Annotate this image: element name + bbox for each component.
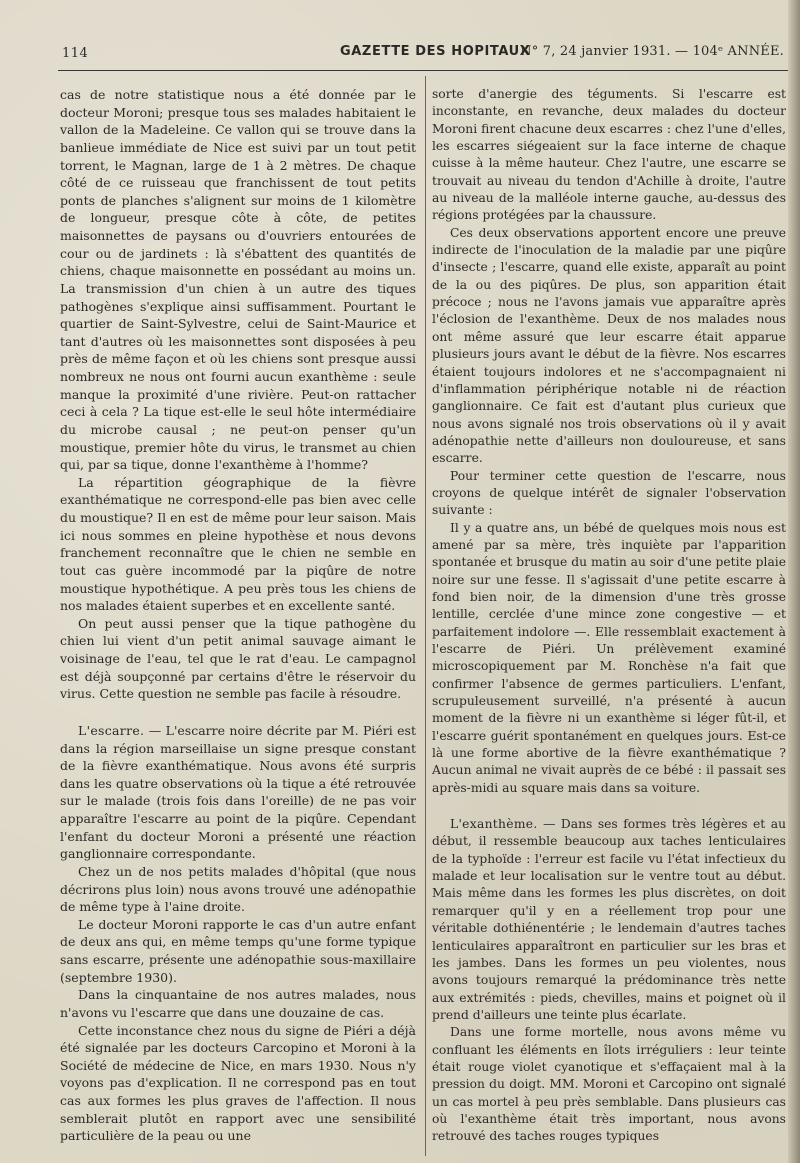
paragraph: Chez un de nos petits malades d'hôpital (que nous décrirons plus loin) nous avons trouvé une adénopathie de même type à l'aine droite. [60,863,416,915]
paragraph: Dans une forme mortelle, nous avons même vu confluant les éléments en îlots irréguliers : leur teinte était rouge violet cyanotique et s'effaçaient mal à la pression du doigt. MM. Moroni et Carcopino ont signalé un cas mortel à peu près semblable. Dans plusieurs cas où l'exanthème était très important, nous avons retrouvé des taches rouges typiques [432,1025,786,1144]
paragraph: On peut aussi penser que la tique pathogène du chien lui vient d'un petit animal sauvage aimant le voisinage de l'eau, tel que le rat d'eau. Le campagnol est déjà soupçonné par certains d'être le réservoir du virus. Cette question ne semble pas facile à résoudre. [60,615,416,702]
page-edge-shadow [788,0,800,1163]
paragraph: Dans la cinquantaine de nos autres malades, nous n'avons vu l'escarre que dans une douzaine de cas. [60,987,416,1020]
section-title: L'escarre. [78,722,145,738]
paragraph: Il y a quatre ans, un bébé de quelques mois nous est amené par sa mère, très inquiète par l'apparition spontanée et brusque du matin au soir d'une petite plaie noire sur une fesse. Il s'agissait d'une petite escarre à fond bien noir, de la dimension d'une très grosse lentille, cerclée d'une mince zone congestive — et parfaitement indolore —. Elle ressemblait exactement à l'escarre de Piéri. Un prélèvement examiné microscopiquement par M. Ronchèse n'a fait que confirmer l'absence de germes particuliers. L'enfant, scrupuleusement surveillé, n'a présenté à aucun moment de la fièvre ni un exanthème si léger fût-il, et l'escarre guérit spontanément en quelques jours. Est-ce là une forme abortive de la fièvre exanthématique ? Aucun animal ne vivait auprès de ce bébé : il passait ses après-midi au square mais dans sa voiture. [432,520,787,795]
paragraph: Le docteur Moroni rapporte le cas d'un autre enfant de deux ans qui, en même temps qu'une forme typique sans escarre, présente une adénopathie sous-maxillaire (septembre 1930). [60,916,416,985]
section-title: L'exanthème. [450,817,538,832]
section-paragraph [60,722,416,863]
paragraph: Cette inconstance chez nous du signe de Piéri a déjà été signalée par les docteurs Carcopino et Moroni à la Société de médecine de Nice, en mars 1930. Nous n'y voyons pas d'explication. Il ne correspond pas en tout cas aux formes les plus graves de l'affection. Il nous semblerait plutôt en rapport avec une sensibilité particulière de la peau ou une [60,1022,416,1144]
paragraph: La répartition géographique de la fièvre exanthématique ne correspond-elle pas bien avec celle du moustique? Il en est de même pour leur saison. Mais ici nous sommes en pleine hypothèse et nous devons franchement reconnaître que le chien ne semble en tout cas guère incommodé par la piqûre de notre moustique hypothétique. A peu près tous les chiens de nos malades étaient superbes et en excellente santé. [60,474,416,614]
page-number: 114 [62,46,89,61]
journal-title: GAZETTE DES HOPITAUX [340,44,531,59]
paragraph: Pour terminer cette question de l'escarre, nous croyons de quelque intérêt de signaler l'observation suivante : [432,468,786,518]
section-text: — Dans ses formes très légères et au début, il ressemble beaucoup aux taches lenticulaires de la typhoïde : l'erreur est facile vu l'état infectieux du malade et leur localisation sur le ventre tout au début. Mais même dans les formes les plus discrètes, on doit remarquer qu'il y en a réellement trop pour une véritable dothiénentérie ; le lendemain d'autres taches lenticulaires apparaîtront en particulier sur les bras et les jambes. Dans les formes un peu violentes, nous avons toujours remarqué la prédominance très nette aux extrémités : pieds, chevilles, mains et poignet où il prend d'ailleurs une teinte plus écarlate. [432,817,786,1022]
paragraph: sorte d'anergie des téguments. Si l'escarre est inconstante, en revanche, deux malades du docteur Moroni firent chacune deux escarres : chez l'une d'elles, les escarres siégeaient sur la face interne de chaque cuisse à la même hauteur. Chez l'autre, une escarre se trouvait au niveau du tendon d'Achille à droite, l'autre au niveau de la malléole interne gauche, au-dessus des régions protégées par la chaussure. [432,87,786,223]
left-column [60,86,416,1145]
right-column [432,86,786,1146]
page-header [62,40,784,66]
paragraph: cas de notre statistique nous a été donnée par le docteur Moroni; presque tous ses malades habitaient le vallon de la Madeleine. Ce vallon qui se trouve dans la banlieue immédiate de Nice est suivi par un tout petit torrent, le Magnan, large de 1 à 2 mètres. De chaque côté de ce ruisseau que franchissent de tout petits ponts de planches s'alignent sur moins de 1 kilomètre de longueur, presque côte à côte, de petites maisonnettes de paysans ou d'ouvriers entourées de cour ou de jardinets : là s'ébattent des quantités de chiens, chaque maisonnette en possédant au moins un. La transmission d'un chien à un autre des tiques pathogènes s'explique ainsi suffisamment. Pourtant le quartier de Saint-Sylvestre, celui de Saint-Maurice et tant d'autres où les maisonnettes sont disposées à peu près de même façon et où les chiens sont presque aussi nombreux ne nous ont fourni aucun exanthème : seule manque la proximité d'une rivière. Peut-on rattacher ceci à cela ? La tique est-elle le seul hôte intermédiaire du microbe causal ; ne peut-on penser qu'un moustique, premier hôte du virus, le transmet au chien qui, par sa tique, donne l'exanthème à l'homme? [60,87,416,473]
section-paragraph [432,816,786,1024]
section-text: — L'escarre noire décrite par M. Piéri est dans la région marseillaise un signe presque constant de la fièvre exanthématique. Nous avons été surpris dans les quatre observations où la tique a été retrouvée sur le malade (trois fois dans l'oreille) de ne pas voir apparaître l'escarre au point de la piqûre. Cependant l'enfant du docteur Moroni a présenté une réaction ganglionnaire correspondante. [60,722,416,862]
column-divider [425,76,426,1156]
header-rule [58,70,788,71]
issue-info: N° 7, 24 janvier 1931. — 104ᵉ ANNÉE. [520,44,784,59]
paragraph: Ces deux observations apportent encore une preuve indirecte de l'inoculation de la maladie par une piqûre d'insecte ; l'escarre, quand elle existe, apparaît au point de la ou des piqûres. De plus, son apparition était précoce ; nous ne l'avons jamais vue apparaître après l'éclosion de l'exanthème. Deux de nos malades nous ont même assuré que leur escarre était apparue plusieurs jours avant le début de la fièvre. Nos escarres étaient toujours indolores et ne s'accompagnaient ni d'inflammation périphérique notable ni de réaction ganglionnaire. Ce fait est d'autant plus curieux que nous avons signalé nos trois observations où il y avait adénopathie nette d'ailleurs non douloureuse, et sans escarre. [432,225,786,466]
